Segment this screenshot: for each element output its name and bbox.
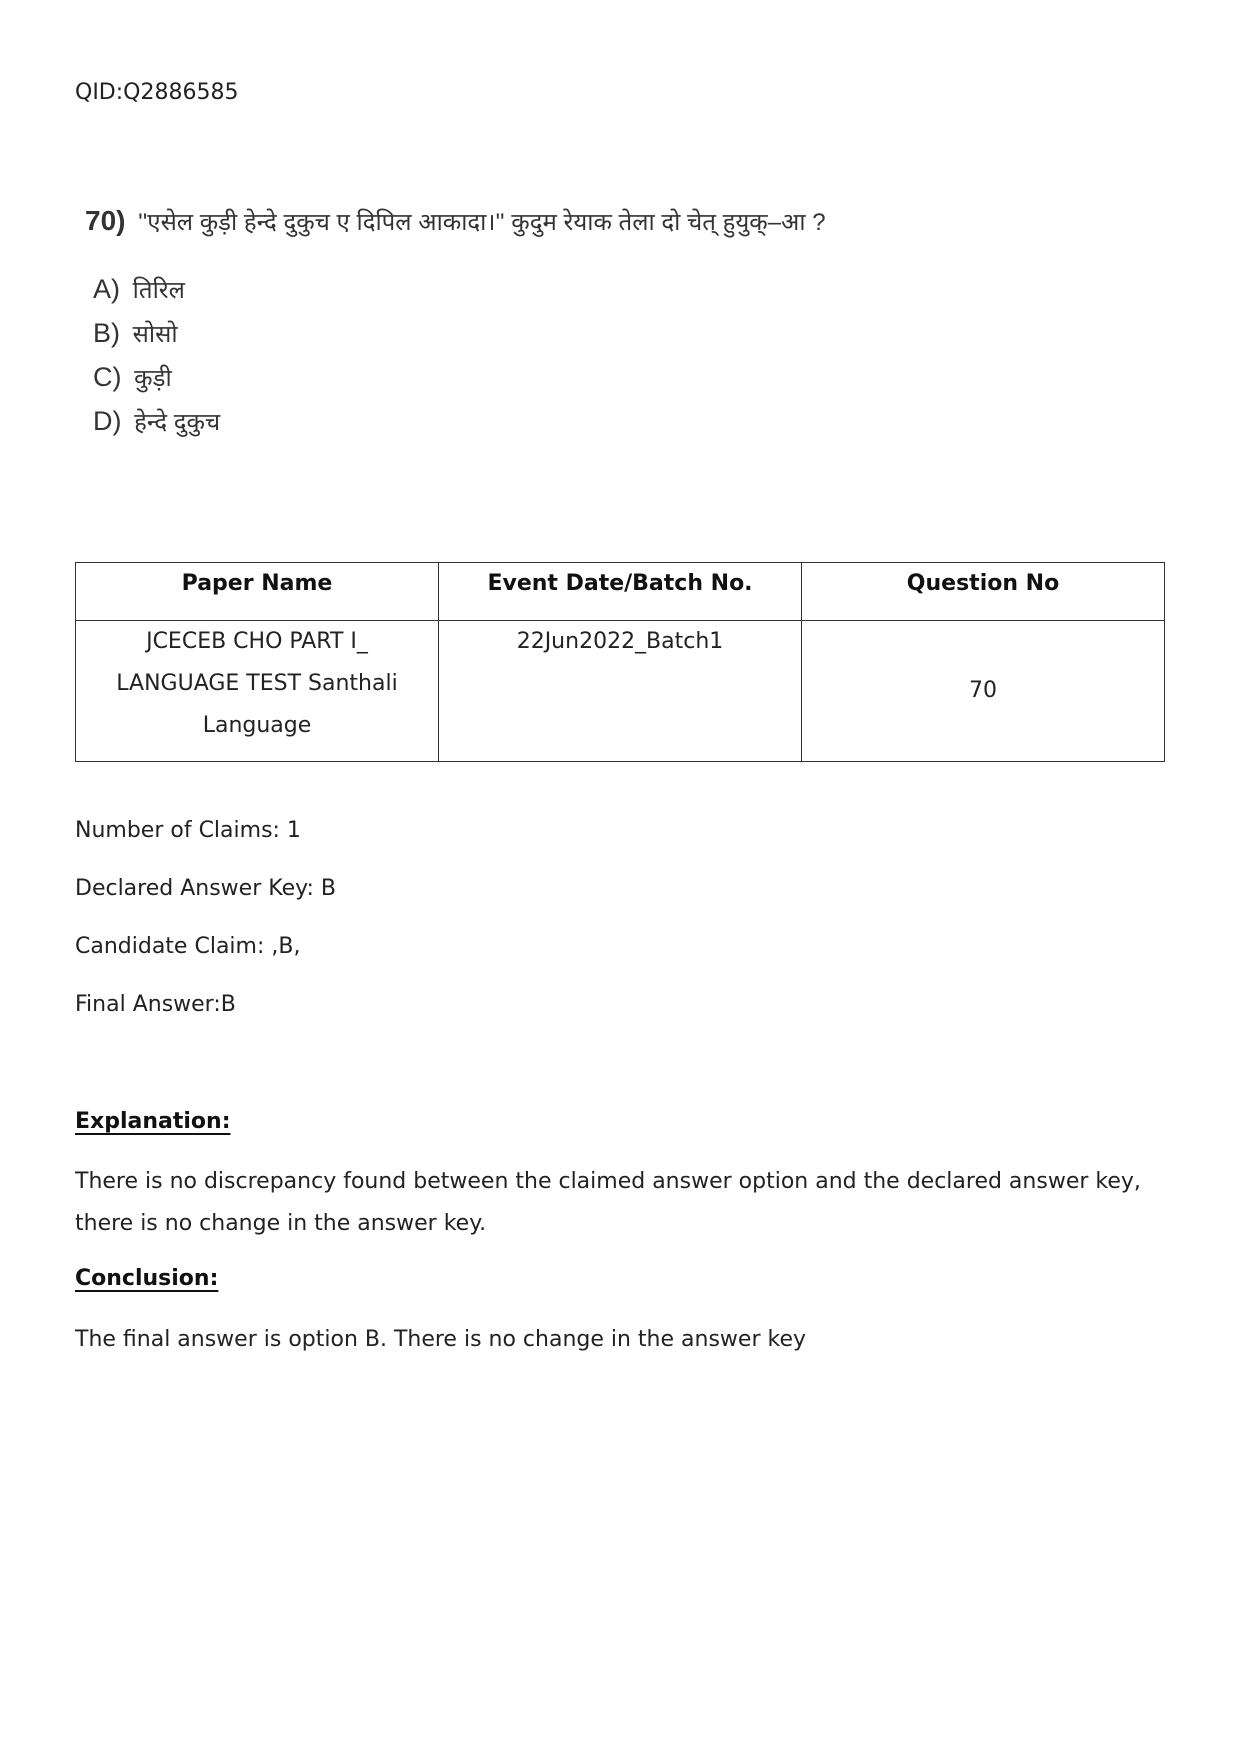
option-text: कुड़ी: [134, 365, 172, 392]
paper-name-line: JCECEB CHO PART I_: [146, 629, 368, 654]
declared-answer-key: Declared Answer Key: B: [75, 876, 337, 901]
candidate-claim: Candidate Claim: ,B,: [75, 934, 301, 959]
question-image: [85, 200, 826, 444]
cell-paper-name: [76, 621, 439, 762]
paper-name-line: LANGUAGE TEST Santhali: [116, 671, 398, 696]
paper-info-table: [75, 562, 1165, 762]
final-answer: Final Answer:B: [75, 992, 236, 1017]
option-label: B): [93, 318, 120, 348]
option-text: तिरिल: [132, 277, 185, 304]
question-id: QID:Q2886585: [75, 80, 239, 105]
explanation-text: There is no discrepancy found between the claimed answer option and the declared answer key, there is no change in the answer key.: [75, 1169, 1141, 1236]
option-c: [93, 356, 826, 400]
cell-event-batch: 22Jun2022_Batch1: [439, 621, 802, 762]
options-list: [85, 268, 826, 444]
option-label: C): [93, 362, 122, 392]
question-text: ''एसेल कुड़ी हेन्दे दुकुच ए दिपिल आकादा।'' कुदुम रेयाक तेला दो चेत् हुयुक्–आ ?: [138, 209, 826, 236]
question-stem: [85, 200, 826, 244]
option-text: हेन्दे दुकुच: [134, 409, 221, 436]
option-a: [93, 268, 826, 312]
option-label: D): [93, 406, 122, 436]
explanation-heading: Explanation:: [75, 1109, 231, 1134]
option-d: [93, 400, 826, 444]
conclusion-text: The final answer is option B. There is no change in the answer key: [75, 1327, 806, 1352]
conclusion-heading: Conclusion:: [75, 1266, 219, 1291]
number-of-claims: Number of Claims: 1: [75, 818, 301, 843]
cell-question-no: 70: [802, 621, 1165, 762]
table-row: [76, 621, 1165, 762]
option-label: A): [93, 274, 120, 304]
table-header-row: [76, 563, 1165, 621]
option-b: [93, 312, 826, 356]
header-question-no: Question No: [802, 563, 1165, 621]
question-number: 70): [85, 205, 126, 236]
header-event-batch: Event Date/Batch No.: [439, 563, 802, 621]
header-paper-name: Paper Name: [76, 563, 439, 621]
option-text: सोसो: [132, 321, 178, 348]
paper-name-line: Language: [202, 713, 312, 738]
